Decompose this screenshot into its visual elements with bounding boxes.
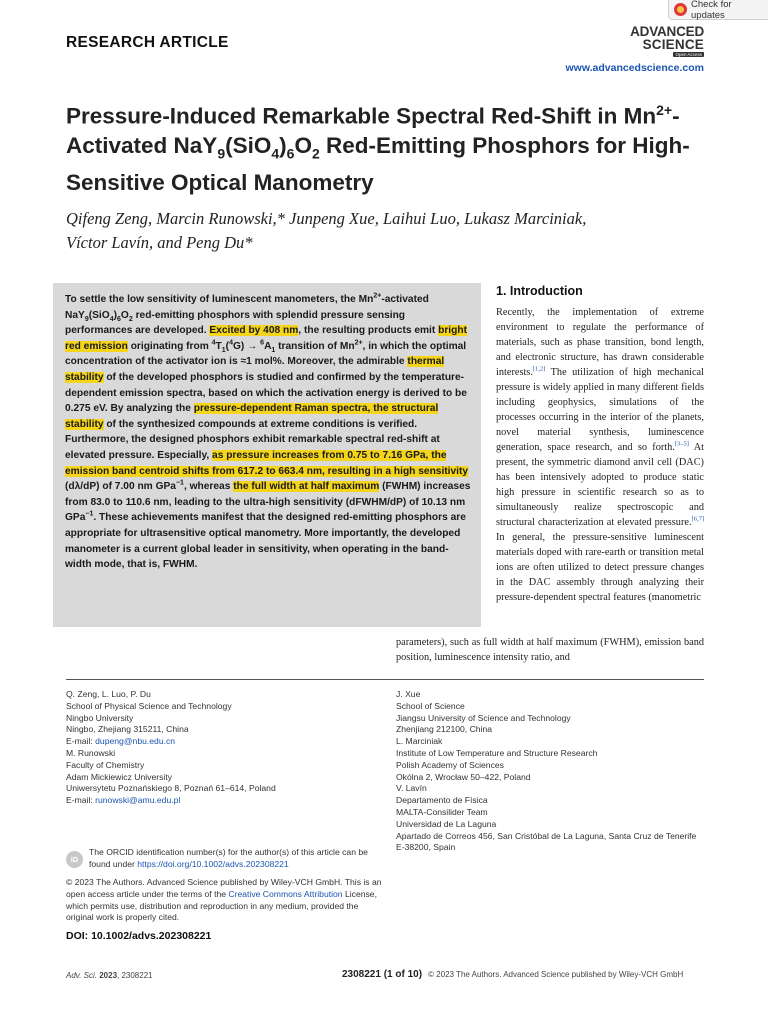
doi: DOI: 10.1002/advs.202308221 bbox=[66, 930, 212, 942]
footer-page bbox=[342, 969, 683, 980]
author-line-2: Víctor Lavín, and Peng Du* bbox=[66, 233, 253, 252]
citation-link[interactable]: [6,7] bbox=[691, 515, 704, 523]
affiliation-block: J. Xue School of Science Jiangsu University of Science and Technology Zhenjiang 212100, China bbox=[396, 689, 571, 735]
orcid-note: iD The ORCID identification number(s) for the author(s) of this article can be found under https://doi.org/10.1002/advs.202308221 bbox=[66, 847, 382, 871]
affiliation-block: L. Marciniak Institute of Low Temperature and Structure Research Polish Academy of Sciences Okólna 2, Wrocław 50–422, Poland bbox=[396, 736, 598, 782]
divider bbox=[66, 679, 704, 680]
author-line-1: Qifeng Zeng, Marcin Runowski,* Junpeng Xue, Laihui Luo, Lukasz Marciniak, bbox=[66, 209, 587, 228]
highlight: bright red emission bbox=[65, 325, 467, 352]
check-for-updates-button[interactable] bbox=[668, 0, 768, 20]
email-link[interactable]: dupeng@nbu.edu.cn bbox=[95, 736, 176, 747]
section-heading-introduction: 1. Introduction bbox=[496, 284, 583, 298]
author-list bbox=[66, 207, 686, 255]
highlight: Excited by 408 nm bbox=[209, 325, 299, 337]
citation-link[interactable]: [3–5] bbox=[674, 440, 689, 448]
affiliation-block: Q. Zeng, L. Luo, P. Du School of Physical Science and Technology Ningbo University Ningbo, Zhejiang 315211, China E-mail: dupeng@nbu.edu.cn bbox=[66, 689, 232, 747]
orcid-link[interactable]: https://doi.org/10.1002/advs.202308221 bbox=[137, 858, 289, 869]
introduction-text-continued: parameters), such as full width at half maximum (FWHM), emission band position, luminescence intensity ratio, and bbox=[396, 637, 704, 663]
highlight: as pressure increases from 0.75 to 7.16 GPa, the emission band centroid shifts from 617.2 to 663.4 nm, resulting in a high sensitivity bbox=[65, 449, 469, 477]
section-label: RESEARCH ARTICLE bbox=[66, 34, 229, 51]
citation-link[interactable]: [1,2] bbox=[532, 365, 546, 373]
footer-citation: Adv. Sci. 2023, 2308221 bbox=[66, 971, 153, 980]
check-for-updates-label: Check for updates bbox=[691, 0, 732, 21]
affiliation-block: M. Runowski Faculty of Chemistry Adam Mickiewicz University Uniwersytetu Poznańskiego 8, Poznań 61–614, Poland E-mail: runowski@amu.edu.pl bbox=[66, 747, 276, 806]
crossmark-icon bbox=[674, 3, 687, 16]
highlight: the full width at half maximum bbox=[233, 481, 380, 493]
open-access-badge: Open Access bbox=[675, 52, 702, 57]
affiliation-block: V. Lavín Departamento de Física MALTA-Consilider Team Universidad de La Laguna Apartado de Correos 456, San Cristóbal de La Laguna, Santa Cruz de Tenerife E-38200, Spain bbox=[396, 783, 697, 853]
journal-url-link[interactable]: www.advancedscience.com bbox=[565, 62, 704, 74]
affiliations-right bbox=[396, 689, 704, 854]
affiliations-left bbox=[66, 689, 366, 807]
email-link[interactable]: runowski@amu.edu.pl bbox=[95, 795, 181, 806]
footer-copyright: © 2023 The Authors. Advanced Science published by Wiley-VCH GmbH bbox=[428, 970, 684, 979]
highlight: pressure-dependent Raman spectra, the structural stability bbox=[65, 403, 439, 430]
journal-logo-line1: ADVANCED bbox=[630, 24, 704, 39]
orcid-icon: iD bbox=[66, 851, 83, 868]
article-title: Pressure-Induced Remarkable Spectral Red-Shift in $Mn^{2+}$-Activated $NaY_9(SiO_4)_6O_2$ Red-Emitting Phosphors for High-Sensitive Optical Manometry bbox=[66, 102, 690, 195]
abstract: To settle the low sensitivity of luminescent manometers, the $Mn^{2+}$-activated $NaY_9(SiO_4)_6O_2$ red-emitting phosphors with splendid pressure sensing performances are developed. Excited by 408 nm, the resulting products emit bright red emission originating from $^4T_1(^4G) \to ^6A_1$ transition of $Mn^{2+}$, in which the optimal concentration of the activator ion is ≈1 mol%. Moreover, the admirable thermal stability of the developed phosphors is studied and confirmed by the temperature-dependent emission spectra, based on which the activation energy is derived to be 0.275 eV. By analyzing the pressure-dependent Raman spectra, the structural stability of the synthesized compounds at extreme conditions is verified. Furthermore, the designed phosphors exhibit remarkable spectral red-shift at elevated pressure. Especially, as pressure increases from 0.75 to 7.16 GPa, the emission band centroid shifts from 617.2 to 663.4 nm, resulting in a high sensitivity (dλ/dP) of 7.00 nm GPa$^{-1}$, whereas the full width at half maximum (FWHM) increases from 83.0 to 110.6 nm, leading to the ultra-high sensitivity (dFWHM/dP) of 10.13 nm GPa$^{-1}$. These achievements manifest that the designed red-emitting phosphors are appropriate for ultrasensitive optical manometry. More importantly, the developed manometer is a current global leader in sensitivity, when operating in the band-width mode, that is, FWHM. bbox=[53, 283, 481, 627]
introduction-text: Recently, the implementation of extreme environment to regulate the performance of materials, such as phase transition, bond length, and electronic structure, has drawn considerable interests.[1,2] The utilization of high mechanical pressure is widely applied in many different fields including geophysics, simulations of the processes occurring in the interior of the planets, novel material synthesis, luminescence generation, space research, and so forth.[3–5] At present, the symmetric diamond anvil cell (DAC) has been intensively adopted to produce static high pressure in scientific research so as to simultaneously realize spectroscopic and structural characterization at elevated pressure.[6,7] In general, the pressure-sensitive luminescent materials doped with rare-earth or transition metal ions are often utilized to detect pressure changes in the DAC assembly through analyzing their pressure-dependent spectral features (manometric bbox=[496, 307, 704, 603]
license-link[interactable]: Creative Commons Attribution bbox=[228, 888, 343, 899]
page-number: 2308221 (1 of 10) bbox=[342, 969, 423, 980]
license-note: © 2023 The Authors. Advanced Science published by Wiley-VCH GmbH. This is an open access article under the terms of the Creative Commons Attribution License, which permits use, distribution and reproduction in any medium, provided the original work is properly cited. bbox=[66, 877, 382, 923]
journal-logo-line2: SCIENCE bbox=[642, 37, 704, 52]
highlight: thermal stability bbox=[65, 356, 445, 383]
